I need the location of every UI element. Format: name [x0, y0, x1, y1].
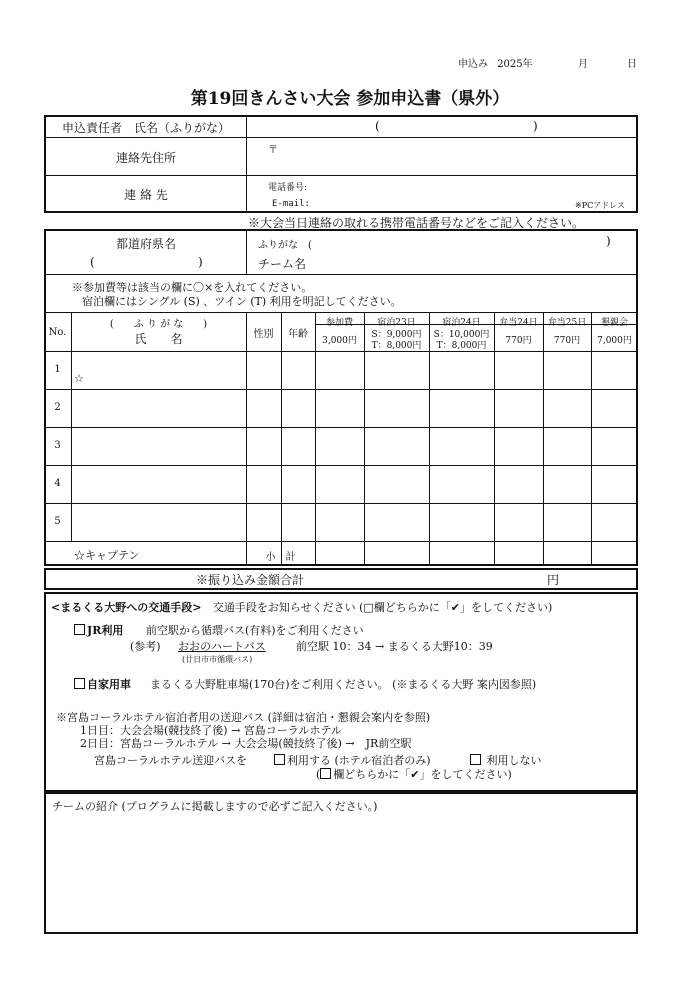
fee-input[interactable] — [317, 391, 366, 427]
contact-label: 連 絡 先 — [124, 188, 168, 202]
prefecture-input[interactable] — [100, 254, 199, 274]
header-party-price: 7,000円 — [597, 336, 632, 346]
email-label: E-mail: — [272, 199, 310, 209]
total-amount-input[interactable] — [400, 570, 544, 590]
header-bento24-price: 770円 — [505, 336, 532, 346]
stay23-input[interactable] — [366, 391, 431, 427]
divider — [44, 137, 638, 138]
stay24-input[interactable] — [431, 505, 496, 541]
fee-input[interactable] — [317, 429, 366, 465]
stay23-subtotal[interactable] — [366, 543, 431, 565]
bento24-input[interactable] — [496, 391, 545, 427]
bento24-input[interactable] — [496, 467, 545, 503]
mobile-phone-note: ※大会当日連絡の取れる携帯電話番号などをご記入ください。 — [248, 216, 585, 230]
team-furigana-close: ) — [606, 234, 611, 248]
jr-checkbox[interactable] — [74, 624, 85, 635]
car-text: まるくる大野駐車場(170台)をご利用ください。 (※まるくる大野 案内図参照) — [150, 678, 537, 691]
header-name: 氏 名 — [134, 332, 183, 346]
shuttle-nouse-label: 利用しない — [486, 754, 542, 767]
prefecture-label: 都道府県名 — [115, 237, 176, 251]
fee-subtotal[interactable] — [317, 543, 366, 565]
table-rule — [44, 465, 638, 466]
check-note-open: ( — [316, 768, 321, 781]
page-title: 第19回きんさい大会 参加申込書（県外） — [190, 89, 510, 109]
header-stay24: 宿泊24日 — [442, 318, 481, 328]
header-stay23-twin: T：8,000円 — [371, 341, 422, 351]
party-input[interactable] — [593, 391, 640, 427]
bento25-input[interactable] — [545, 353, 593, 389]
row-no: 1 — [54, 364, 61, 375]
header-furigana: ( ふ り が な ) — [109, 319, 208, 330]
postal-mark: 〒 — [268, 145, 278, 156]
stay24-input[interactable] — [431, 467, 496, 503]
stay23-input[interactable] — [366, 353, 431, 389]
introduction-textarea[interactable] — [52, 816, 634, 932]
bus-schedule: 前空駅 10：34 → まるくる大野10：39 — [296, 640, 493, 653]
divider — [246, 229, 247, 274]
jr-text: 前空駅から循環バス(有料)をご利用ください — [146, 624, 364, 637]
age-input[interactable] — [283, 467, 317, 503]
divider — [246, 115, 247, 213]
checkbox-icon — [320, 768, 331, 779]
furigana-close: ) — [533, 119, 538, 133]
captain-star-icon: ☆ — [74, 372, 84, 385]
check-note-text: 欄どちらかに「✔」をしてください) — [333, 768, 512, 781]
car-checkbox[interactable] — [74, 678, 85, 689]
year-value: 2025年 — [497, 59, 533, 70]
age-input[interactable] — [283, 505, 317, 541]
member-name-input[interactable] — [87, 467, 248, 503]
row-no: 3 — [54, 440, 61, 451]
row-no: 2 — [54, 402, 61, 413]
team-name-label: チーム名 — [258, 257, 307, 271]
header-party: 懇親会 — [600, 318, 628, 328]
applicant-furigana-input[interactable] — [385, 118, 534, 138]
shuttle-heading: ※宮島コーラルホテル宿泊者用の送迎バス (詳細は宿泊・懇親会案内を参照) — [56, 711, 431, 724]
jr-option[interactable] — [74, 622, 123, 638]
yen-label: 円 — [547, 573, 560, 587]
subtotal-label: 小 計 — [265, 552, 296, 563]
bento24-input[interactable] — [496, 505, 545, 541]
header-bento25: 弁当25日 — [547, 318, 587, 328]
party-input[interactable] — [593, 353, 640, 389]
prefecture-close: ) — [198, 255, 203, 269]
day-input[interactable] — [585, 52, 627, 70]
bento25-input[interactable] — [545, 391, 593, 427]
member-name-input[interactable] — [87, 505, 248, 541]
stay24-input[interactable] — [431, 353, 496, 389]
bento25-subtotal[interactable] — [545, 543, 593, 565]
age-input[interactable] — [283, 353, 317, 389]
table-rule — [44, 503, 638, 504]
member-name-input[interactable] — [87, 429, 248, 465]
header-fee-price: 3,000円 — [322, 336, 357, 346]
age-input[interactable] — [283, 391, 317, 427]
team-name-input[interactable] — [312, 253, 636, 273]
header-gender: 性別 — [253, 329, 274, 340]
header-bento24: 弁当24日 — [499, 318, 538, 328]
shuttle-use-checkbox[interactable] — [274, 754, 285, 765]
fee-input[interactable] — [317, 353, 366, 389]
table-rule — [44, 312, 638, 313]
fee-input[interactable] — [317, 505, 366, 541]
stay24-input[interactable] — [431, 429, 496, 465]
member-name-input[interactable] — [87, 391, 248, 427]
party-input[interactable] — [593, 505, 640, 541]
note-line-2: 宿泊欄にはシングル (S) 、ツイン (T) 利用を明記してください。 — [82, 295, 402, 308]
party-input[interactable] — [593, 467, 640, 503]
header-stay23-single: S：9,000円 — [371, 330, 422, 340]
captain-note: ☆キャプテン — [74, 549, 140, 562]
gender-input[interactable] — [248, 353, 283, 389]
gender-input[interactable] — [248, 391, 283, 427]
car-option[interactable] — [74, 676, 131, 692]
party-input[interactable] — [593, 429, 640, 465]
bento24-subtotal[interactable] — [496, 543, 545, 565]
car-label: 自家用車 — [87, 678, 131, 691]
header-age: 年齢 — [288, 329, 308, 340]
bento24-input[interactable] — [496, 353, 545, 389]
header-bento25-price: 770円 — [553, 336, 581, 346]
gender-input[interactable] — [248, 429, 283, 465]
furigana-open: ( — [375, 119, 380, 133]
team-furigana-input[interactable] — [330, 233, 604, 251]
jr-label: JR利用 — [87, 624, 124, 637]
stay24-input[interactable] — [431, 391, 496, 427]
transport-instruction: 交通手段をお知らせください (□欄どちらかに「✔」をしてください) — [212, 601, 553, 614]
member-name-input[interactable] — [87, 353, 248, 389]
divider — [44, 274, 638, 275]
header-stay23: 宿泊23日 — [377, 318, 416, 328]
shuttle-question: 宮島コーラルホテル送迎バスを — [94, 754, 248, 767]
transport-heading-text: <まるくる大野への交通手段> — [51, 601, 202, 614]
address-label: 連絡先住所 — [115, 151, 176, 165]
prefecture-open: ( — [90, 255, 95, 269]
table-rule — [44, 541, 638, 542]
row-no: 5 — [54, 516, 61, 527]
note-line-1: ※参加費等は該当の欄に〇×を入れてください。 — [72, 281, 313, 294]
shuttle-use-label: 利用する (ホテル宿泊者のみ) — [287, 754, 431, 767]
bus-name: おおのハートバス — [178, 640, 266, 653]
age-input[interactable] — [283, 429, 317, 465]
header-no: No. — [48, 327, 67, 338]
transport-heading — [51, 599, 552, 615]
email-input[interactable] — [318, 196, 572, 212]
day-label: 日 — [627, 59, 637, 70]
gender-input[interactable] — [248, 467, 283, 503]
check-note — [316, 766, 512, 782]
bento25-input[interactable] — [545, 467, 593, 503]
row-no: 4 — [54, 478, 61, 489]
header-stay24-twin: T：8,000円 — [436, 341, 487, 351]
stay24-subtotal[interactable] — [431, 543, 496, 565]
bus-sub: (廿日市市循環バス) — [182, 655, 253, 664]
pc-address-note: ※PCアドレス — [575, 201, 625, 210]
applicant-name-label: 申込責任者 氏名（ふりがな） — [61, 121, 230, 135]
application-label: 申込み — [458, 59, 488, 70]
shuttle-nouse-checkbox[interactable] — [470, 754, 481, 765]
table-rule — [44, 351, 638, 352]
header-fee: 参加費 — [325, 318, 353, 328]
month-input[interactable] — [528, 52, 577, 70]
introduction-label: チームの紹介 (プログラムに掲載しますので必ずご記入ください。) — [52, 800, 378, 813]
gender-input[interactable] — [248, 505, 283, 541]
total-label: ※振り込み金額合計 — [196, 573, 305, 587]
header-stay24-single: S：10,000円 — [433, 330, 490, 340]
application-date-label — [458, 55, 533, 70]
divider — [44, 175, 638, 176]
bento25-input[interactable] — [545, 429, 593, 465]
stay23-input[interactable] — [366, 505, 431, 541]
bento25-input[interactable] — [545, 505, 593, 541]
fee-input[interactable] — [317, 467, 366, 503]
stay23-input[interactable] — [366, 429, 431, 465]
month-label: 月 — [578, 59, 588, 70]
team-furigana-label: ふりがな ( — [258, 240, 312, 251]
address-input[interactable] — [282, 140, 636, 174]
table-rule — [44, 427, 638, 428]
shuttle-day2: 2日目：宮島コーラルホテル → 大会会場(競技終了後) → JR前空駅 — [80, 737, 412, 750]
phone-input[interactable] — [318, 178, 632, 194]
shuttle-day1: 1日目：大会会場(競技終了後) → 宮島コーラルホテル — [80, 724, 342, 737]
stay23-input[interactable] — [366, 467, 431, 503]
table-rule — [44, 389, 638, 390]
ref-label: (参考) — [130, 640, 161, 653]
phone-label: 電話番号: — [268, 183, 308, 193]
party-subtotal[interactable] — [593, 543, 640, 565]
bento24-input[interactable] — [496, 429, 545, 465]
